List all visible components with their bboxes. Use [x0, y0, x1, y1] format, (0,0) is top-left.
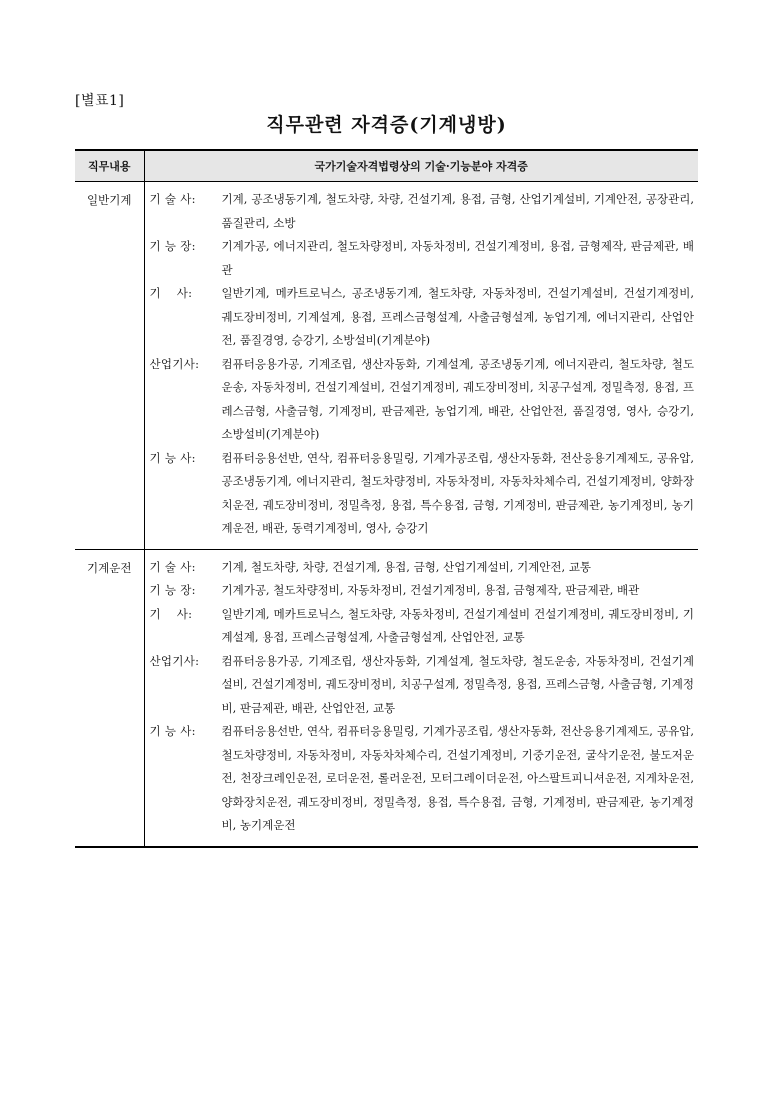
grade-row: [150, 650, 695, 721]
grade-row: [150, 556, 695, 580]
grade-label: 기 능 장:: [149, 239, 196, 253]
annex-label: [별표1]: [75, 93, 125, 109]
grade-row: [150, 282, 695, 353]
grade-row: [150, 447, 695, 541]
grade-qualifications: 컴퓨터응용가공, 기계조립, 생산자동화, 기계설계, 공조냉동기계, 에너지관리, 철도차량, 철도운송, 자동차정비, 건설기계설비, 건설기계정비, 궤도장비정비, 치공구설계, 정밀측정, 용접, 프레스금형, 사출금형, 기계정비, 판금제관, 농업기계, 배관, 산업안전, 품질경영, 영사, 승강기, 소방설비(기계분야): [221, 356, 694, 441]
table-row-general-machinery: [75, 182, 698, 550]
grade-qualifications: 컴퓨터응용선반, 연삭, 컴퓨터응용밀링, 기계가공조립, 생산자동화, 전산응용기계제도, 공유압, 공조냉동기계, 에너지관리, 철도차량정비, 자동차정비, 자동차차체수리, 건설기계정비, 양화장치운전, 궤도장비정비, 정밀측정, 용접, 특수용접, 금형, 기계정비, 판금제관, 농기계정비, 농기계운전, 배관, 동력기계정비, 영사, 승강기: [221, 450, 694, 535]
grade-qualifications: 기계가공, 철도차량정비, 자동차정비, 건설기계정비, 용접, 금형제작, 판금제관, 배관: [221, 583, 640, 597]
grade-label: 기 능 장:: [149, 583, 196, 597]
grade-qualifications: 컴퓨터응용선반, 연삭, 컴퓨터응용밀링, 기계가공조립, 생산자동화, 전산응용기계제도, 공유압, 철도차량정비, 자동차정비, 자동차차체수리, 건설기계정비, 기중기운전, 굴삭기운전, 불도저운전, 천장크레인운전, 로더운전, 롤러운전, 모터그레이더운전, 아스팔트피니셔운전, 지게차운전, 양화장치운전, 궤도장비정비, 정밀측정, 용접, 특수용접, 금형, 기계정비, 판금제관, 농기계정비, 농기계운전: [221, 724, 694, 832]
grade-qualifications: 일반기계, 메카트로닉스, 철도차량, 자동차정비, 건설기계설비 건설기계정비, 궤도장비정비, 기계설계, 용접, 프레스금형설계, 사출금형설계, 산업안전, 교통: [221, 606, 694, 644]
grade-row: [150, 353, 695, 447]
duty-cell: 일반기계: [75, 182, 144, 550]
grade-label: 산업기사:: [149, 653, 200, 668]
table-header-row: [75, 150, 698, 182]
grade-row: [150, 235, 695, 282]
grade-label: 기 술 사:: [149, 192, 196, 206]
duty-cell: 기계운전: [75, 549, 144, 847]
qualifications-cell: [144, 549, 698, 847]
grade-qualifications: 기계, 철도차량, 차량, 건설기계, 용접, 금형, 산업기계설비, 기계안전, 교통: [221, 559, 592, 574]
grade-label: 기 능 사:: [149, 450, 196, 465]
grade-label: 기 술 사:: [149, 559, 196, 574]
header-qualifications: 국가기술자격법령상의 기술·기능분야 자격증: [144, 150, 698, 182]
grade-label: 기 사:: [149, 286, 193, 300]
qualification-table: [75, 149, 698, 848]
grade-row: [150, 579, 695, 603]
grade-qualifications: 일반기계, 메카트로닉스, 공조냉동기계, 철도차량, 자동차정비, 건설기계설비, 건설기계정비, 궤도장비정비, 기계설계, 용접, 프레스금형설계, 사출금형설계, 농업기계, 에너지관리, 산업안전, 품질경영, 승강기, 소방설비(기계분야): [221, 286, 694, 347]
grade-row: [150, 603, 695, 650]
grade-qualifications: 컴퓨터응용가공, 기계조립, 생산자동화, 기계설계, 철도차량, 철도운송, 자동차정비, 건설기계설비, 건설기계정비, 궤도장비정비, 치공구설계, 정밀측정, 용접, 프레스금형, 사출금형, 기계정비, 판금제관, 배관, 산업안전, 교통: [221, 653, 694, 715]
header-duty: 직무내용: [75, 150, 144, 182]
grade-row: [150, 720, 695, 838]
grade-qualifications: 기계가공, 에너지관리, 철도차량정비, 자동차정비, 건설기계정비, 용접, 금형제작, 판금제관, 배관: [221, 239, 694, 277]
grade-label: 기 사:: [149, 606, 193, 621]
grade-label: 산업기사:: [149, 356, 200, 371]
grade-row: [150, 188, 695, 235]
grade-qualifications: 기계, 공조냉동기계, 철도차량, 차량, 건설기계, 용접, 금형, 산업기계설비, 기계안전, 공장관리, 품질관리, 소방: [221, 192, 694, 230]
grade-label: 기 능 사:: [149, 724, 196, 738]
table-row-machine-operation: [75, 549, 698, 847]
document-title: 직무관련 자격증(기계냉방): [266, 114, 507, 136]
qualifications-cell: [144, 182, 698, 550]
